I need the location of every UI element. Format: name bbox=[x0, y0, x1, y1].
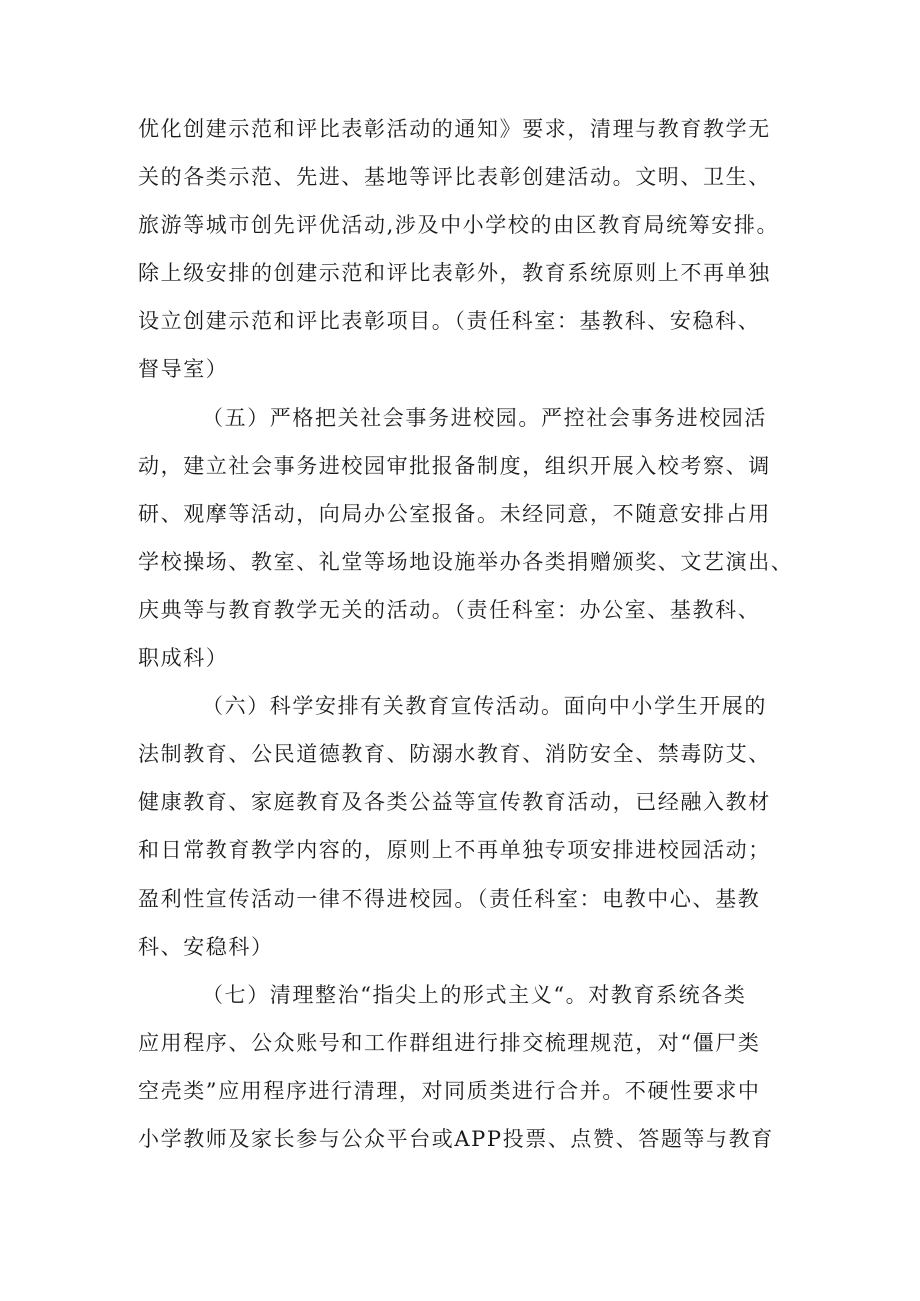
text-line: 法制教育、公民道德教育、防溺水教育、消防安全、禁毒防艾、 bbox=[138, 742, 771, 767]
text-line: 应用程序、公众账号和工作群组进行排交梳理规范，对“僵尸类 bbox=[138, 1030, 761, 1055]
document-body bbox=[138, 105, 798, 1163]
text-line: 盈利性宣传活动一律不得进校园。（责任科室：电教中心、基教 bbox=[138, 886, 761, 911]
text-line: 和日常教育教学内容的，原则上不再单独专项安排进校园活动； bbox=[138, 838, 771, 863]
text-line: 旅游等城市创先评优活动,涉及中小学校的由区教育局统筹安排。 bbox=[138, 213, 780, 238]
text-line: 科、安稳科） bbox=[138, 934, 274, 959]
text-line: 学校操场、教室、礼堂等场地设施举办各类捐赠颁奖、文艺演出、 bbox=[138, 549, 794, 574]
text-line: 空壳类”应用程序进行清理，对同质类进行合并。不硬性要求中 bbox=[138, 1078, 761, 1103]
text-line: 职成科） bbox=[138, 646, 229, 671]
text-line: 关的各类示范、先进、基地等评比表彰创建活动。文明、卫生、 bbox=[138, 165, 771, 190]
paragraph-heading-6: （六）科学安排有关教育宣传活动。面向中小学生开展的 bbox=[202, 694, 767, 719]
text-line: 动，建立社会事务进校园审批报备制度，组织开展入校考察、调 bbox=[138, 453, 771, 478]
paragraph-heading-5: （五）严格把关社会事务进校园。严控社会事务进校园活 bbox=[202, 405, 767, 430]
paragraph-heading-7: （七）清理整治“指尖上的形式主义“。对教育系统各类 bbox=[202, 982, 747, 1007]
text-line: 优化创建示范和评比表彰活动的通知》要求，清理与教育教学无 bbox=[138, 117, 771, 141]
text-line: 研、观摩等活动，向局办公室报备。未经同意，不随意安排占用 bbox=[138, 501, 771, 526]
text-line: 设立创建示范和评比表彰项目。（责任科室：基教科、安稳科、 bbox=[138, 309, 761, 334]
text-line: 健康教育、家庭教育及各类公益等宣传教育活动，已经融入教材 bbox=[138, 790, 771, 815]
text-line: 除上级安排的创建示范和评比表彰外，教育系统原则上不再单独 bbox=[138, 261, 771, 286]
text-line: 庆典等与教育教学无关的活动。（责任科室：办公室、基教科、 bbox=[138, 597, 761, 622]
text-line: 小学教师及家长参与公众平台或APP投票、点赞、答题等与教育 bbox=[138, 1126, 774, 1151]
text-line: 督导室） bbox=[138, 357, 229, 382]
